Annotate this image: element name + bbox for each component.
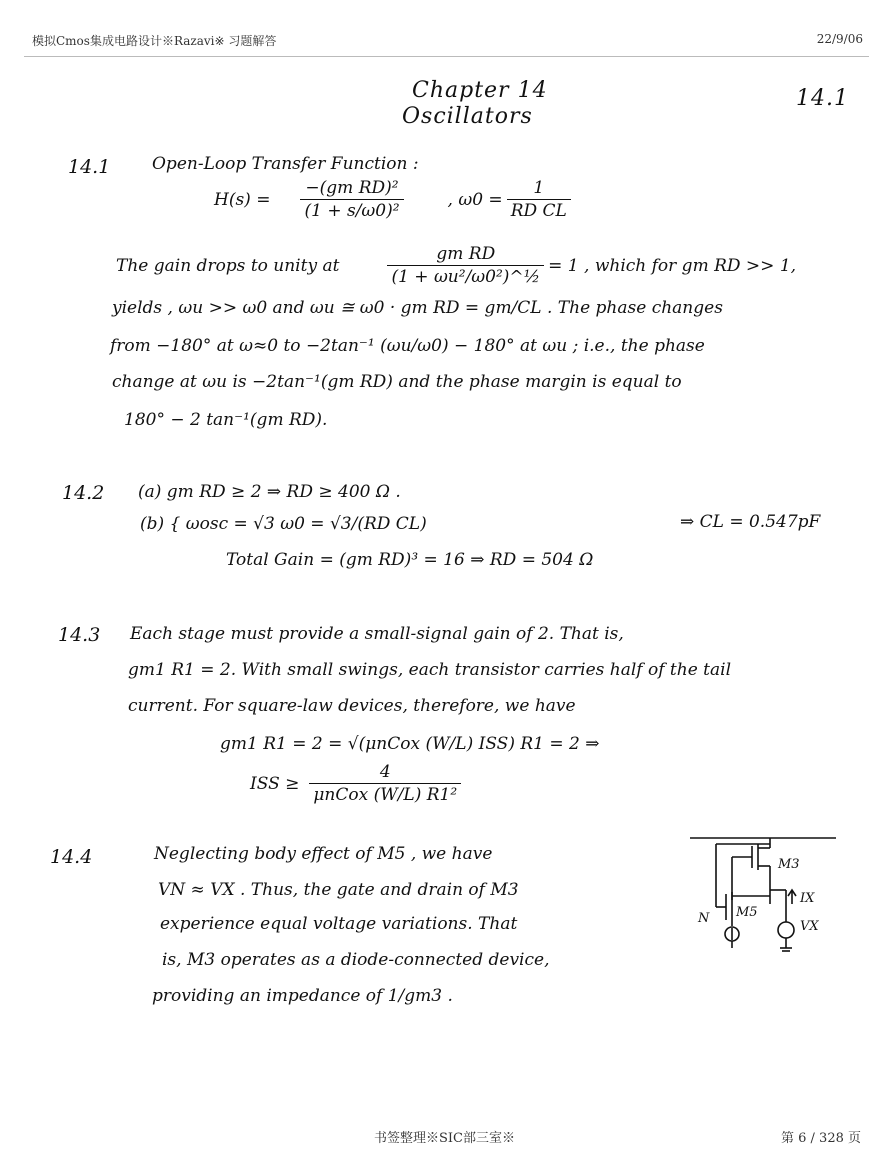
m3-m5-circuit-diagram <box>686 830 846 960</box>
problem-14-3-iss-inequality <box>250 762 465 805</box>
unity-fraction <box>387 244 544 287</box>
iss-lhs: ISS ≥ <box>250 773 300 794</box>
w0-lhs: , ω0 = <box>447 189 503 210</box>
problem-14-1-line-3: from −180° at ω≈0 to −2tan⁻¹ (ωu/ω0) − 180° at ωu ; i.e., the phase <box>110 336 705 356</box>
problem-14-2-part-a: (a) gm RD ≥ 2 ⇒ RD ≥ 400 Ω . <box>138 482 401 502</box>
problem-14-3-line-3: current. For square-law devices, therefore, we have <box>128 696 576 716</box>
document-header-title: 模拟Cmos集成电路设计※Razavi※ 习题解答 <box>32 34 277 48</box>
problem-14-2-part-b-line-2: Total Gain = (gm RD)³ = 16 ⇒ RD = 504 Ω <box>226 550 594 570</box>
problem-14-1-line-5: 180° − 2 tan⁻¹(gm RD). <box>124 410 328 430</box>
problem-14-3-line-2: gm1 R1 = 2. With small swings, each transistor carries half of the tail <box>128 660 732 680</box>
label-ix: IX <box>800 891 815 906</box>
page-problem-tag: 14.1 <box>796 86 849 111</box>
chapter-subtitle: Oscillators <box>402 104 533 129</box>
problem-number-14-4: 14.4 <box>50 846 93 868</box>
w0-numerator: 1 <box>533 178 545 198</box>
problem-14-4-line-1: Neglecting body effect of M5 , we have <box>154 844 493 864</box>
problem-14-4-line-5: providing an impedance of 1/gm3 . <box>152 986 453 1006</box>
iss-numerator: 4 <box>379 762 391 782</box>
transfer-function-equation <box>214 178 575 221</box>
hs-fraction <box>300 178 403 221</box>
problem-14-3-line-1: Each stage must provide a small-signal gain of 2. That is, <box>130 624 624 644</box>
problem-14-1-line-2: yields , ωu >> ω0 and ωu ≅ ω0 · gm RD = gm/CL . The phase changes <box>112 298 723 318</box>
header-divider <box>24 56 869 57</box>
label-m5: M5 <box>736 905 758 920</box>
problem-number-14-1: 14.1 <box>68 156 111 178</box>
problem-14-4-line-4: is, M3 operates as a diode-connected device, <box>162 950 550 970</box>
iss-denominator: μnCox (W/L) R1² <box>309 783 461 805</box>
unity-text-b: = 1 , which for gm RD >> 1, <box>548 255 797 276</box>
w0-fraction <box>507 178 571 221</box>
label-vx: VX <box>800 919 819 934</box>
problem-14-2-cl-result: ⇒ CL = 0.547pF <box>680 512 821 532</box>
footer-bookmark-note: 书签整理※SIC部三室※ <box>374 1131 515 1146</box>
document-header-date: 22/9/06 <box>816 32 863 46</box>
chapter-title: Chapter 14 <box>412 78 548 103</box>
problem-14-1-line-4: change at ωu is −2tan⁻¹(gm RD) and the phase margin is equal to <box>112 372 682 392</box>
problem-14-4-line-2: VN ≈ VX . Thus, the gate and drain of M3 <box>158 880 519 900</box>
w0-denominator: RD CL <box>507 199 571 221</box>
unity-text-a: The gain drops to unity at <box>116 255 340 276</box>
hs-numerator: −(gm RD)² <box>305 178 399 198</box>
unity-numerator: gm RD <box>436 244 496 264</box>
problem-number-14-2: 14.2 <box>62 482 105 504</box>
problem-14-3-line-4: gm1 R1 = 2 = √(μnCox (W/L) ISS) R1 = 2 ⇒ <box>220 734 600 754</box>
unity-gain-line <box>116 244 796 287</box>
hs-denominator: (1 + s/ω0)² <box>300 199 403 221</box>
label-m3: M3 <box>778 857 800 872</box>
problem-14-2-part-b-line-1: (b) { ωosc = √3 ω0 = √3/(RD CL) <box>140 514 427 534</box>
iss-fraction <box>309 762 461 805</box>
problem-14-1-heading: Open-Loop Transfer Function : <box>152 154 419 174</box>
footer-page-number: 第 6 / 328 页 <box>781 1131 861 1146</box>
problem-14-4-line-3: experience equal voltage variations. That <box>160 914 518 934</box>
problem-number-14-3: 14.3 <box>58 624 101 646</box>
label-node-n: N <box>698 911 710 926</box>
hs-lhs: H(s) = <box>214 189 271 210</box>
unity-denominator: (1 + ωu²/ω0²)^½ <box>387 265 544 287</box>
